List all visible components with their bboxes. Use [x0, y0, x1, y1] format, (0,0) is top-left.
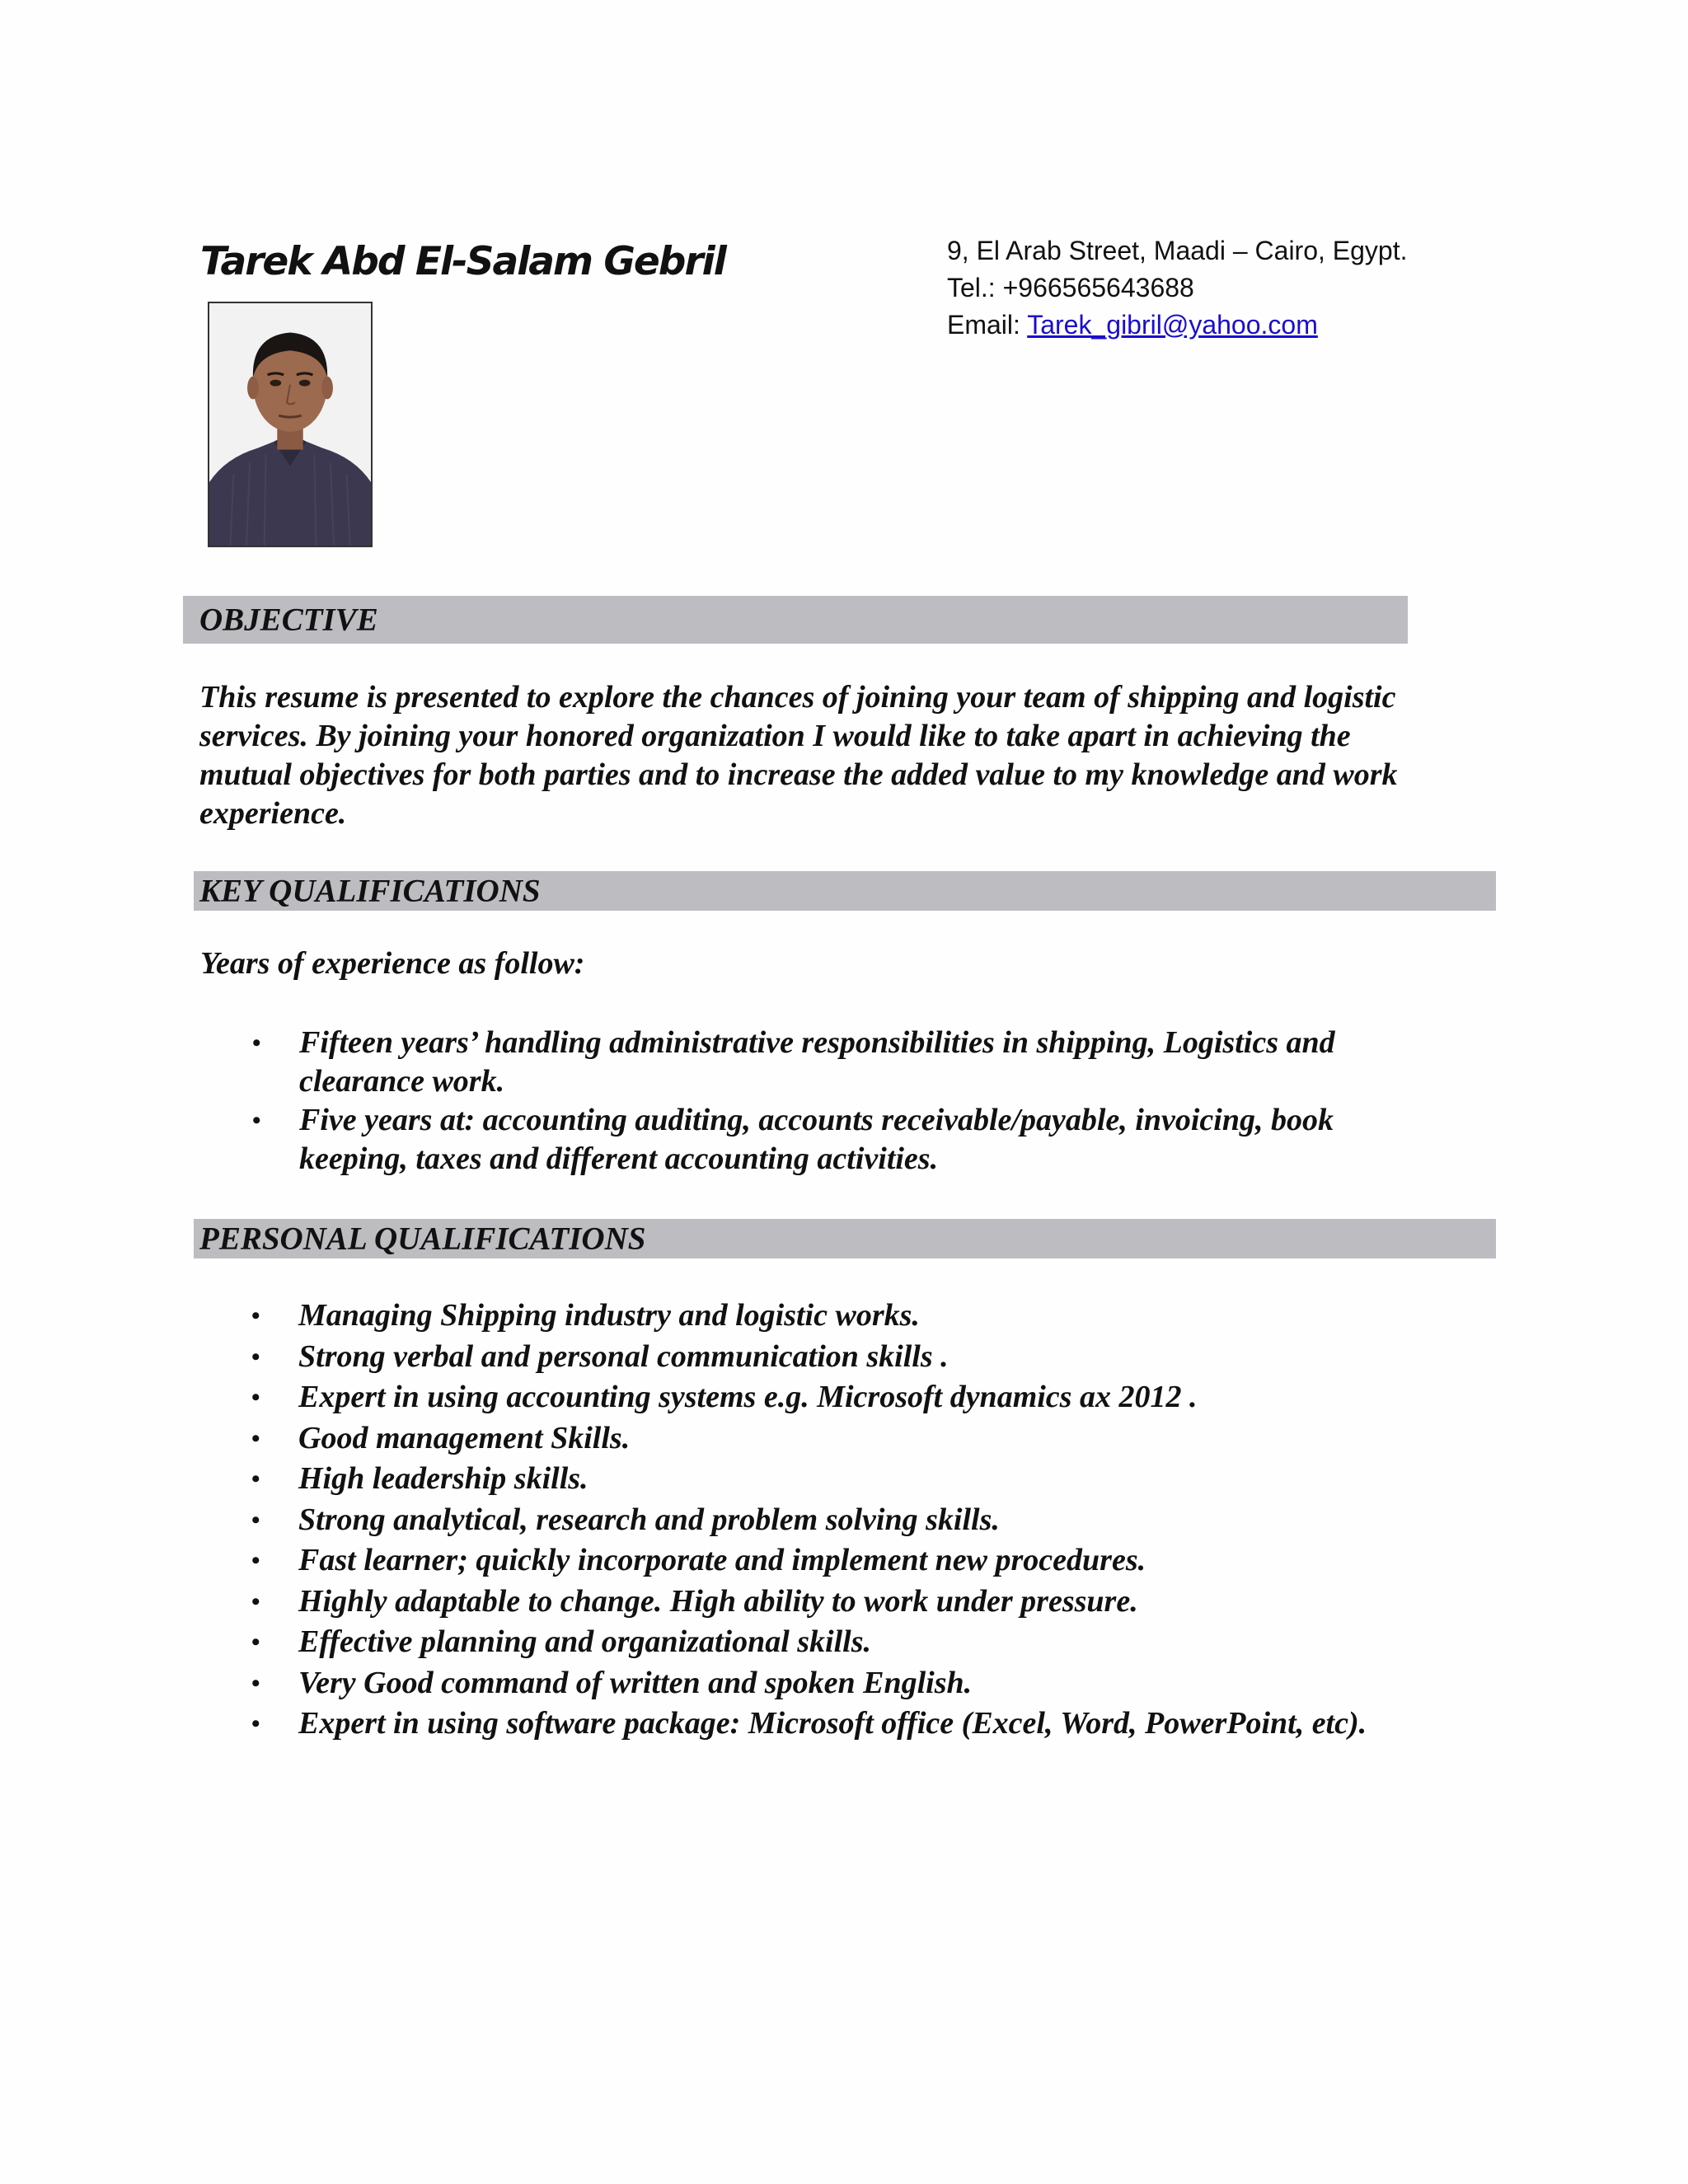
- list-item: [251, 1377, 1367, 1418]
- profile-photo: [208, 302, 373, 547]
- list-item-text: Strong verbal and personal communication skills .: [298, 1338, 949, 1374]
- list-item: [251, 1418, 1367, 1460]
- email-label: Email:: [947, 310, 1028, 340]
- list-item: [251, 1704, 1367, 1745]
- list-item: [251, 1296, 1367, 1337]
- list-item-text: keeping, taxes and different accounting activities.: [299, 1141, 939, 1176]
- telephone: Tel.: +966565643688: [947, 273, 1194, 302]
- key-qualifications-heading-bar: [194, 871, 1496, 911]
- list-item-text: Effective planning and organizational skills.: [298, 1624, 872, 1659]
- key-qualifications-list: [252, 1024, 1335, 1179]
- bullet-icon: •: [251, 1587, 260, 1615]
- bullet-icon: •: [252, 1107, 261, 1134]
- list-item: [251, 1500, 1367, 1541]
- list-item-text: Expert in using accounting systems e.g. Microsoft dynamics ax 2012 .: [298, 1380, 1198, 1414]
- objective-line: services. By joining your honored organization I would like to take apart in achieving the: [199, 719, 1351, 753]
- bullet-icon: •: [251, 1343, 260, 1371]
- key-qualifications-heading: KEY QUALIFICATIONS: [199, 873, 541, 909]
- list-item: [251, 1582, 1367, 1623]
- list-item-text: Strong analytical, research and problem solving skills.: [298, 1502, 1000, 1537]
- bullet-icon: •: [251, 1669, 260, 1697]
- list-item: [252, 1024, 1335, 1101]
- list-item-text: Good management Skills.: [298, 1420, 631, 1455]
- email-link[interactable]: Tarek_gibril@yahoo.com: [1027, 310, 1318, 340]
- list-item-text: clearance work.: [299, 1064, 505, 1099]
- list-item-text: Very Good command of written and spoken English.: [298, 1665, 973, 1700]
- bullet-icon: •: [251, 1424, 260, 1452]
- objective-paragraph: [199, 678, 1485, 833]
- bullet-icon: •: [252, 1029, 261, 1057]
- bullet-icon: •: [251, 1384, 260, 1411]
- contact-block: [947, 232, 1408, 344]
- personal-qualifications-heading-bar: [194, 1219, 1496, 1258]
- bullet-icon: •: [251, 1547, 260, 1574]
- list-item: [251, 1459, 1367, 1500]
- objective-heading-bar: [183, 596, 1408, 644]
- bullet-icon: •: [251, 1629, 260, 1656]
- objective-heading: OBJECTIVE: [199, 602, 378, 638]
- list-item: [251, 1663, 1367, 1704]
- email-line: [947, 307, 1408, 344]
- objective-line: This resume is presented to explore the chances of joining your team of shipping and logistic: [199, 680, 1396, 715]
- list-item-text: High leadership skills.: [298, 1461, 588, 1496]
- list-item-text: Highly adaptable to change. High ability to work under pressure.: [298, 1583, 1138, 1619]
- list-item: [251, 1337, 1367, 1378]
- bullet-icon: •: [251, 1302, 260, 1329]
- list-item-text: Fifteen years’ handling administrative responsibilities in shipping, Logistics and: [299, 1025, 1335, 1060]
- candidate-name: Tarek Abd El-Salam Gebril: [200, 239, 725, 284]
- objective-line: experience.: [199, 796, 347, 831]
- bullet-icon: •: [251, 1465, 260, 1493]
- experience-intro: Years of experience as follow:: [200, 946, 585, 981]
- address: 9, El Arab Street, Maadi – Cairo, Egypt.: [947, 236, 1408, 265]
- list-item-text: Five years at: accounting auditing, accounts receivable/payable, invoicing, book: [299, 1103, 1334, 1137]
- list-item: [252, 1101, 1335, 1179]
- list-item: [251, 1622, 1367, 1663]
- personal-qualifications-heading: PERSONAL QUALIFICATIONS: [199, 1221, 646, 1257]
- bullet-icon: •: [251, 1710, 260, 1737]
- list-item-text: Fast learner; quickly incorporate and implement new procedures.: [298, 1543, 1146, 1577]
- list-item: [251, 1540, 1367, 1582]
- personal-qualifications-list: [251, 1296, 1367, 1745]
- bullet-icon: •: [251, 1506, 260, 1534]
- list-item-text: Expert in using software package: Microsoft office (Excel, Word, PowerPoint, etc).: [298, 1706, 1367, 1741]
- objective-line: mutual objectives for both parties and to increase the added value to my knowledge and work: [199, 757, 1398, 792]
- list-item-text: Managing Shipping industry and logistic works.: [298, 1298, 920, 1333]
- profile-photo-image: [209, 303, 371, 546]
